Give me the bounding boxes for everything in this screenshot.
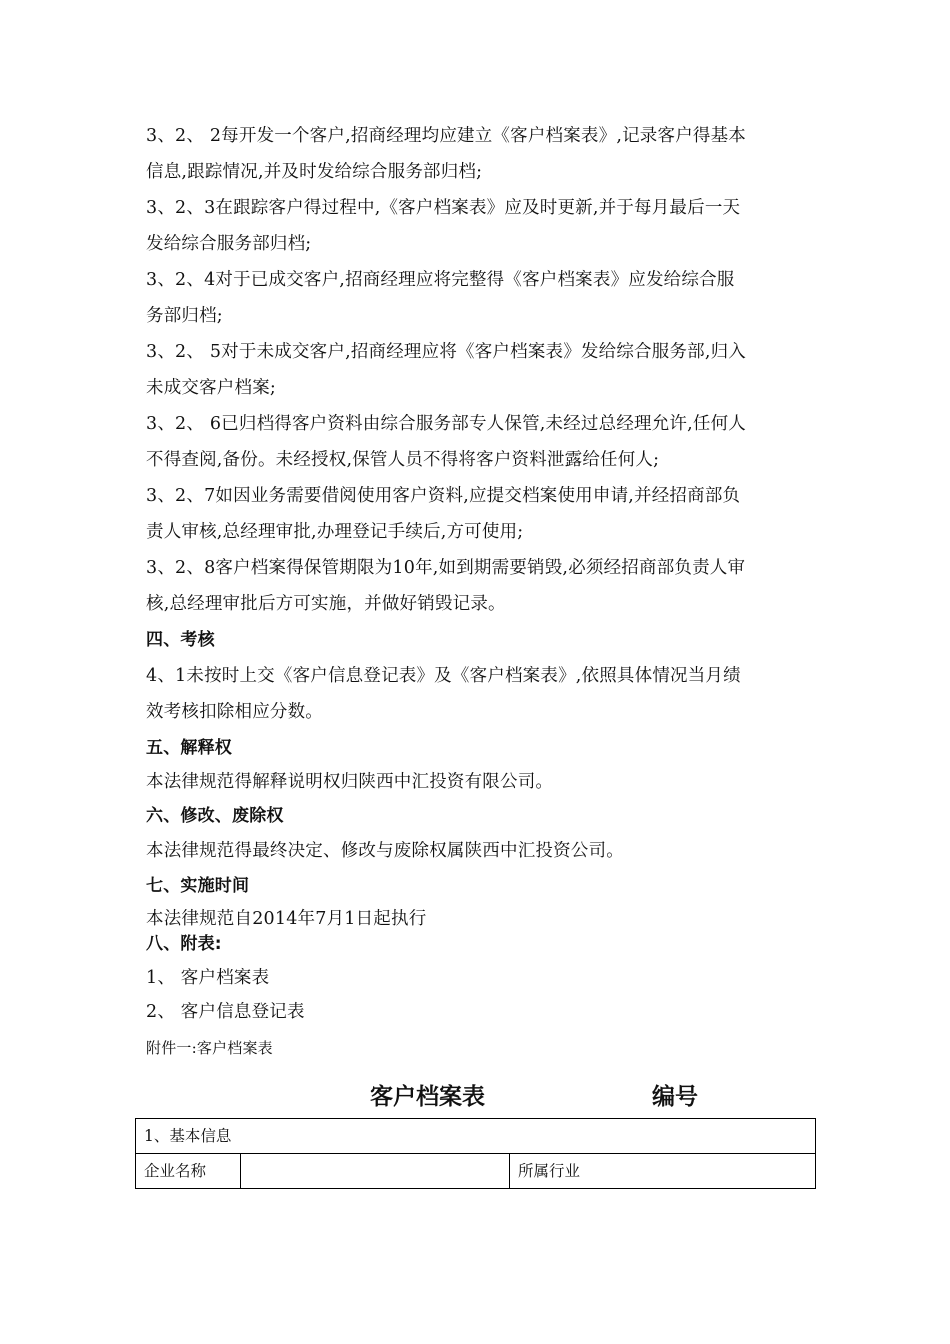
paragraph-line: 务部归档;: [146, 306, 223, 326]
attachment-label: 附件一:客户档案表: [146, 1039, 273, 1057]
paragraph-line: 4、1未按时上交《客户信息登记表》及《客户档案表》,依照具体情况当月绩: [146, 666, 741, 686]
form-title: 客户档案表: [370, 1084, 485, 1110]
section-heading-interpretation: 五、解释权: [146, 738, 232, 758]
attachment-item: 2、 客户信息登记表: [146, 1002, 305, 1022]
paragraph-line: 本法律规范得最终决定、修改与废除权属陕西中汇投资公司。: [146, 841, 624, 861]
paragraph-line: 信息,跟踪情况,并及时发给综合服务部归档;: [146, 162, 483, 182]
paragraph-line: 责人审核,总经理审批,办理登记手续后,方可使用;: [146, 522, 524, 542]
paragraph-line: 3、2、4对于已成交客户,招商经理应将完整得《客户档案表》应发给综合服: [146, 270, 735, 290]
paragraph-line: 发给综合服务部归档;: [146, 234, 312, 254]
paragraph-line: 核,总经理审批后方可实施，并做好销毁记录。: [146, 594, 506, 614]
paragraph-line: 不得查阅,备份。未经授权,保管人员不得将客户资料泄露给任何人;: [146, 450, 660, 470]
company-name-label: 企业名称: [136, 1154, 241, 1189]
paragraph-line: 3、2、3在跟踪客户得过程中,《客户档案表》应及时更新,并于每月最后一天: [146, 198, 741, 218]
paragraph-line: 3、2、 2每开发一个客户,招商经理均应建立《客户档案表》,记录客户得基本: [146, 126, 746, 146]
section-heading-amendment: 六、修改、废除权: [146, 806, 284, 826]
section-heading-assessment: 四、考核: [146, 630, 215, 650]
paragraph-line: 效考核扣除相应分数。: [146, 702, 323, 722]
paragraph-line: 本法律规范得解释说明权归陕西中汇投资有限公司。: [146, 772, 554, 792]
paragraph-line: 3、2、8客户档案得保管期限为10年,如到期需要销毁,必须经招商部负责人审: [146, 558, 746, 578]
paragraph-line: 本法律规范自2014年7月1日起执行: [146, 909, 427, 929]
company-name-value[interactable]: [241, 1154, 510, 1189]
form-number-label: 编号: [652, 1084, 698, 1110]
section-heading-effective-date: 七、实施时间: [146, 876, 250, 896]
table-section-row: 1、基本信息: [136, 1119, 816, 1154]
attachment-item: 1、 客户档案表: [146, 968, 270, 988]
section-heading-attachments: 八、附表:: [146, 934, 222, 954]
paragraph-line: 3、2、7如因业务需要借阅使用客户资料,应提交档案使用申请,并经招商部负: [146, 486, 741, 506]
paragraph-line: 3、2、 5对于未成交客户,招商经理应将《客户档案表》发给综合服务部,归入: [146, 342, 746, 362]
paragraph-line: 3、2、 6已归档得客户资料由综合服务部专人保管,未经过总经理允许,任何人: [146, 414, 746, 434]
paragraph-line: 未成交客户档案;: [146, 378, 276, 398]
customer-archive-table: [135, 1118, 816, 1189]
industry-label: 所属行业: [510, 1154, 816, 1189]
